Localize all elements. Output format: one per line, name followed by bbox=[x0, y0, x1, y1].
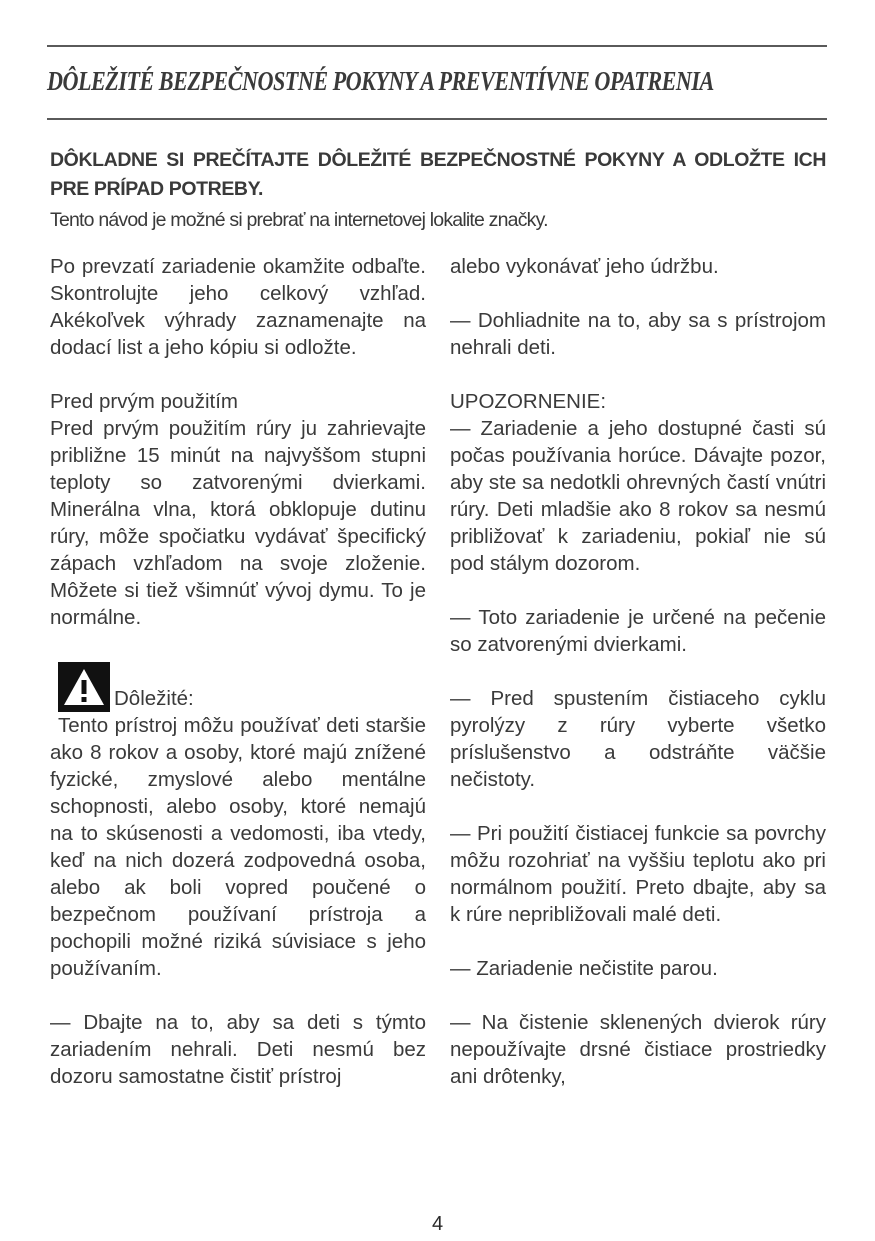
paragraph-closed-door: — Toto zariadenie je určené na pečenie so zatvorenými dvierkami. bbox=[450, 606, 826, 656]
warning-icon bbox=[58, 662, 110, 712]
paragraph-children-play: — Dbajte na to, aby sa deti s týmto zariadením nehrali. Deti nesmú bez dozoru samostatne čistiť prístroj bbox=[50, 1011, 426, 1088]
important-label: Dôležité: bbox=[114, 687, 194, 710]
paragraph-no-steam: — Zariadenie nečistite parou. bbox=[450, 957, 718, 980]
title-rule bbox=[47, 118, 827, 120]
paragraph-glass-cleaning: — Na čistenie sklenených dvierok rúry nepoužívajte drsné čistiace prostriedky ani drôtenky, bbox=[450, 1011, 826, 1088]
paragraph-cleaning-heat: — Pri použití čistiacej funkcie sa povrchy môžu rozohriať na vyššiu teplotu ako pri normálnom použití. Preto dbajte, aby sa k rúre nepribližovali malé deti. bbox=[450, 822, 826, 926]
top-rule bbox=[47, 45, 827, 47]
paragraph-supervise: — Dohliadnite na to, aby sa s prístrojom nehrali deti. bbox=[450, 309, 826, 359]
paragraph-first-use: Pred prvým použitím rúry ju zahrievajte približne 15 minút na najvyššom stupni teploty so zatvorenými dvierkami. Minerálna vlna, ktorá obklopuje dutinu rúry, môže spočiatku vydávať špecifický zápach vzhľadom na svoje zloženie. Môžete si tiež všimnúť vývoj dymu. To je normálne. bbox=[50, 417, 426, 629]
important-notice bbox=[50, 658, 426, 712]
section-heading: DÔKLADNE SI PREČÍTAJTE DÔLEŽITÉ BEZPEČNOSTNÉ POKYNY A ODLOŽTE ICH PRE PRÍPAD POTREBY. bbox=[50, 149, 826, 200]
paragraph-unpacking: Po prevzatí zariadenie okamžite odbaľte. Skontrolujte jeho celkový vzhľad. Akékoľvek výhrady zaznamenajte na dodací list a jeho kópiu si odložte. bbox=[50, 255, 426, 359]
paragraph-maintenance: alebo vykonávať jeho údržbu. bbox=[450, 255, 719, 278]
paragraph-hot-parts: — Zariadenie a jeho dostupné časti sú počas používania horúce. Dávajte pozor, aby ste sa nedotkli ohrevných častí vnútri rúry. Deti mladšie ako 8 rokov sa nesmú približovať k zariadeniu, pokiaľ nie sú pod stálym dozorom. bbox=[450, 417, 826, 575]
paragraph-pyrolysis: — Pred spustením čistiaceho cyklu pyrolýzy z rúry vyberte všetko príslušenstvo a odstráňte väčšie nečistoty. bbox=[450, 687, 826, 791]
warning-label: UPOZORNENIE: bbox=[450, 390, 607, 413]
page-title: DÔLEŽITÉ BEZPEČNOSTNÉ POKYNY A PREVENTÍVNE OPATRENIA bbox=[47, 66, 714, 96]
right-column bbox=[450, 253, 826, 1090]
section-subtitle: Tento návod je možné si prebrať na internetovej lokalite značky. bbox=[50, 209, 548, 231]
page-number: 4 bbox=[431, 1213, 444, 1235]
paragraph-children-persons: Tento prístroj môžu používať deti staršie ako 8 rokov a osoby, ktoré majú znížené fyzické, zmyslové alebo mentálne schopnosti, alebo osoby, ktoré nemajú na to skúsenosti a vedomosti, iba vtedy, keď na nich dozerá zodpovedná osoba, alebo ak boli vopred poučené o bezpečnom používaní prístroja a pochopili možné riziká súvisiace s jeho používaním. bbox=[50, 714, 426, 980]
left-column bbox=[50, 253, 426, 1090]
first-use-heading: Pred prvým použitím bbox=[50, 390, 238, 413]
